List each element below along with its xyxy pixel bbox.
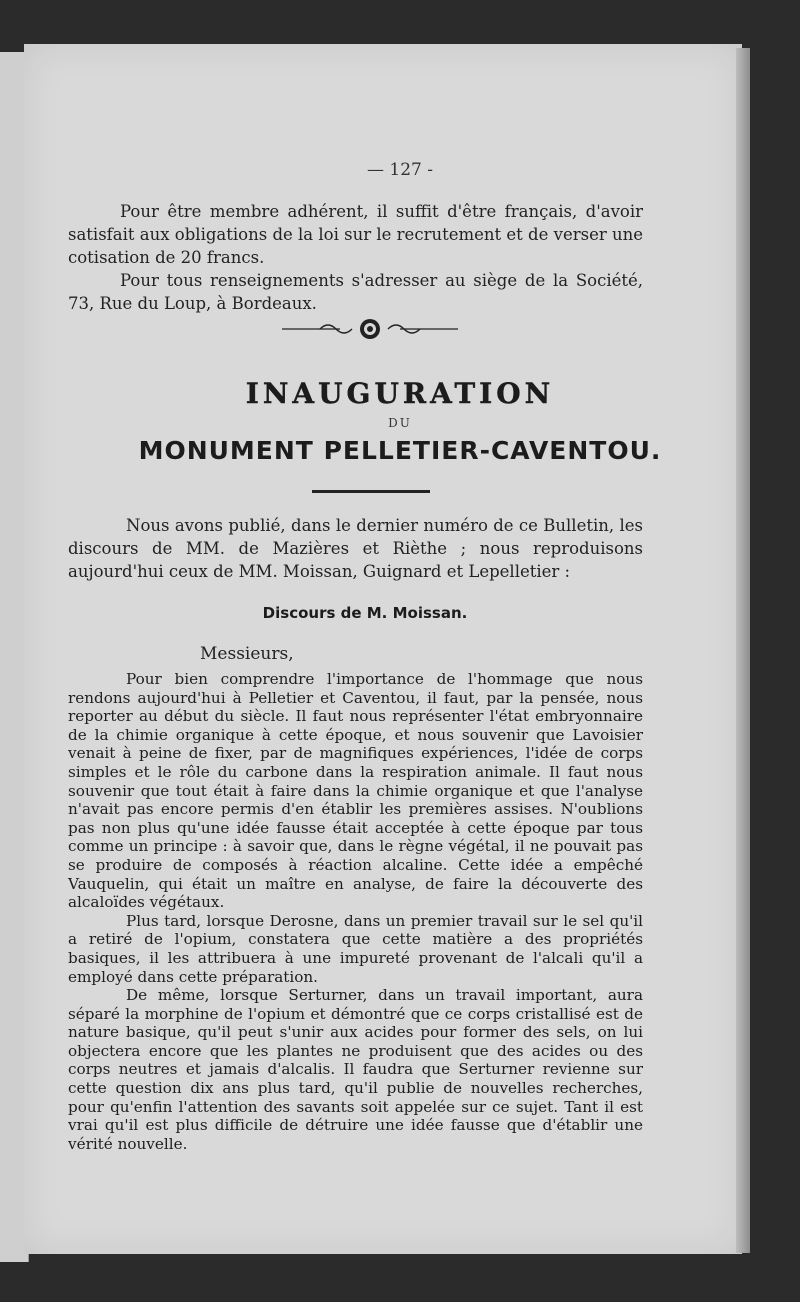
membership-notice [68,200,643,315]
speech-body [68,670,643,1153]
page-stack-edge [736,48,750,1253]
notice-paragraph: Pour être membre adhérent, il suffit d'être français, d'avoir satisfait aux obligations de la loi sur le recrutement et de verser une cotisation de 20 francs. [68,202,643,267]
title-du: DU [388,416,412,430]
editorial-paragraph: Nous avons publié, dans le dernier numéro de ce Bulletin, les discours de MM. de Mazières et Rièthe ; nous reproduisons aujourd'hui ceux de MM. Moissan, Guignard et Lepelletier : [68,516,643,581]
ornament-divider [280,316,460,342]
page-number: — 127 - [367,160,433,180]
speech-paragraph: Plus tard, lorsque Derosne, dans un premier travail sur le sel qu'il a retiré de l'opium, constatera que cette matière a des propriétés basiques, il les attribuera à une impureté provenant de l'alcali qu'il a employé dans cette préparation. [68,911,643,986]
salutation: Messieurs, [200,644,294,664]
notice-paragraph: Pour tous renseignements s'adresser au siège de la Société, 73, Rue du Loup, à Bordeaux. [68,271,643,313]
title-monument: MONUMENT PELLETIER-CAVENTOU. [138,436,662,465]
discours-heading: Discours de M. Moissan. [262,604,468,622]
title-inauguration: INAUGURATION [245,377,555,410]
title-rule [312,490,430,493]
editorial-note [68,514,643,583]
speech-paragraph: De même, lorsque Serturner, dans un travail important, aura séparé la morphine de l'opium et démontré que ce corps cristallisé est de nature basique, qu'il peut s'unir aux acides pour former des sels, on lui objectera encore que les plantes ne produisent que des acides ou des corps neutres et jamais d'alcalis. Il faudra que Serturner revienne sur cette question dix ans plus tard, qu'il publie de nouvelles recherches, pour qu'enfin l'attention des savants soit appelée sur ce sujet. Tant il est vrai qu'il est plus difficile de détruire une idée fausse que d'établir une vérité nouvelle. [68,986,643,1153]
speech-paragraph: Pour bien comprendre l'importance de l'hommage que nous rendons aujourd'hui à Pelletier et Caventou, il faut, par la pensée, nous reporter au début du siècle. Il faut nous représenter l'état embryonnaire de la chimie organique à cette époque, et nous souvenir que Lavoisier venait à peine de fixer, par de magnifiques expériences, l'idée de corps simples et le rôle du carbone dans la respiration animale. Il faut nous souvenir que tout était à faire dans la chimie organique et que l'analyse n'avait pas encore permis d'en établir les premières assises. N'oublions pas non plus qu'une idée fausse était acceptée à cette époque par tous comme un principe : à savoir que, dans le règne végétal, il ne pouvait pas se produire de composés à réaction alcaline. Cette idée a empêché Vauquelin, qui était un maître en analyse, de faire la découverte des alcaloïdes végétaux. [68,670,643,912]
